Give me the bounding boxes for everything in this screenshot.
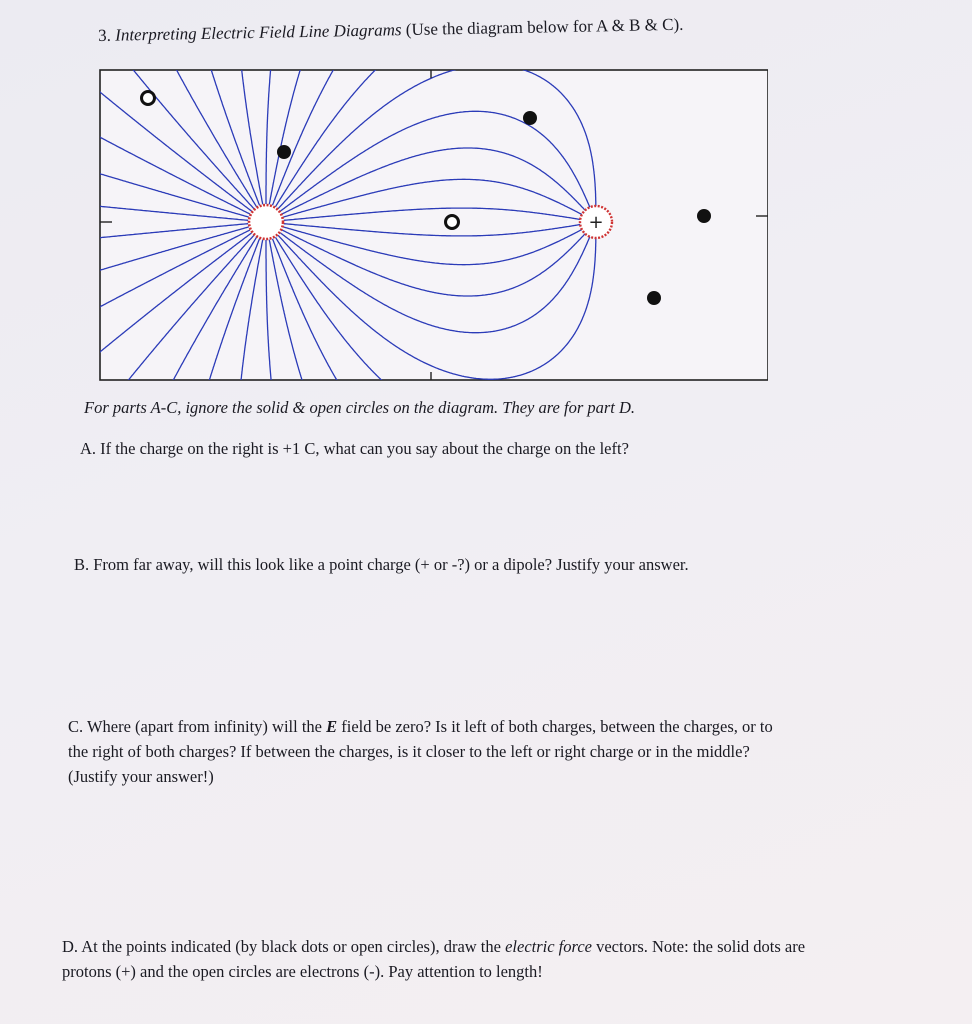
field-line-svg: [96, 58, 768, 382]
right-charge-sign: +: [588, 212, 604, 233]
left-charge: [249, 205, 283, 239]
diagram-note: For parts A-C, ignore the solid & open circles on the diagram. They are for part D.: [84, 398, 636, 417]
part-c-prefix: C. Where (apart from infinity) will the: [68, 717, 327, 736]
part-d-question: [62, 934, 822, 984]
part-a-question: A. If the charge on the right is +1 C, what can you say about the charge on the left?: [80, 439, 629, 458]
electric-force-emphasis: electric force: [505, 937, 592, 956]
right-charge: [580, 206, 612, 238]
question-instruction: (Use the diagram below for A & B & C).: [405, 14, 684, 40]
question-number: 3.: [98, 25, 112, 45]
diagram-frame: [100, 70, 768, 380]
question-name: Interpreting Electric Field Line Diagrams: [114, 20, 402, 45]
part-d-prefix: D. At the points indicated (by black dots or open circles), draw the: [62, 937, 506, 956]
proton-marker: [523, 111, 537, 125]
electron-marker: [446, 216, 459, 229]
part-c-question: [68, 714, 788, 789]
proton-marker: [277, 145, 291, 159]
part-c-suffix: field be zero? Is it left of both charges, between the charges, or to the right of both charges? If between the charges, is it closer to the left or right charge or in the middle? (Justify your answer!): [68, 717, 773, 786]
question-title: [98, 15, 684, 46]
part-b-question: B. From far away, will this look like a point charge (+ or -?) or a dipole? Justify your answer.: [74, 555, 689, 574]
part-d-suffix: vectors. Note: the solid dots are protons (+) and the open circles are electrons (-). Pay attention to length!: [62, 937, 806, 981]
field-symbol: E: [326, 717, 338, 736]
proton-marker: [647, 291, 661, 305]
proton-marker: [697, 209, 711, 223]
field-line-diagram: [96, 58, 768, 382]
electron-marker: [142, 92, 155, 105]
